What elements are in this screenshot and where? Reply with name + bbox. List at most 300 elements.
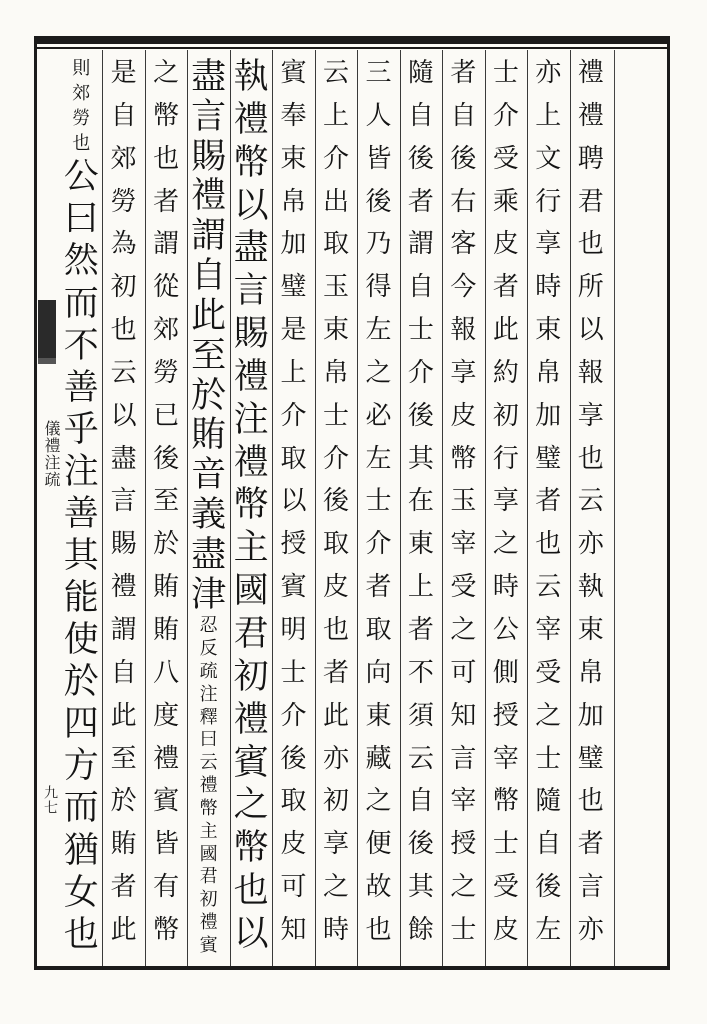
text-column [315, 60, 357, 960]
text-column [145, 60, 187, 960]
character: 也 [577, 786, 604, 817]
character: 者 [577, 829, 604, 860]
character: 勞 [110, 186, 137, 217]
character: 初 [110, 272, 137, 303]
character: 此 [110, 914, 137, 945]
character: 謂 [153, 229, 180, 260]
character: 言 [577, 872, 604, 903]
character: 可 [280, 872, 307, 903]
character: 賓 [280, 572, 307, 603]
character: 也 [365, 914, 392, 945]
character: 初 [492, 400, 519, 431]
character: 者 [153, 186, 180, 217]
character: 左 [535, 914, 562, 945]
character: 亦 [577, 914, 604, 945]
character: 主 [233, 528, 269, 569]
character: 璧 [535, 443, 562, 474]
character: 乃 [365, 229, 392, 260]
character: 津 [191, 574, 227, 615]
character: 享 [322, 829, 349, 860]
page-number: 九七 [42, 785, 58, 815]
character: 賓 [233, 742, 269, 783]
character: 自 [535, 829, 562, 860]
character: 能 [63, 578, 99, 619]
character: 幣 [492, 786, 519, 817]
character: 介 [492, 100, 519, 131]
character: 云 [322, 58, 349, 88]
character: 隨 [535, 786, 562, 817]
character: 後 [407, 143, 434, 174]
character: 皮 [450, 400, 477, 431]
character: 故 [365, 872, 392, 903]
character: 郊 [110, 143, 137, 174]
character: 禮 [199, 911, 218, 933]
character: 必 [365, 400, 392, 431]
character: 執 [233, 57, 269, 97]
character: 帛 [535, 357, 562, 388]
character: 後 [407, 400, 434, 431]
character: 士 [322, 400, 349, 431]
character: 後 [535, 872, 562, 903]
column-rule [230, 50, 231, 966]
character: 以 [280, 486, 307, 517]
character: 禮 [199, 775, 218, 797]
character: 報 [577, 357, 604, 388]
character: 文 [535, 143, 562, 174]
column-rule [527, 50, 528, 966]
character: 便 [365, 829, 392, 860]
character: 此 [322, 700, 349, 731]
character: 者 [322, 657, 349, 688]
character: 士 [535, 743, 562, 774]
character: 是 [110, 58, 137, 88]
character: 賄 [153, 572, 180, 603]
character: 於 [63, 662, 99, 703]
character: 女 [63, 872, 99, 913]
character: 左 [365, 315, 392, 346]
character: 自 [450, 100, 477, 131]
column-rule [570, 50, 571, 966]
text-column [527, 60, 569, 960]
character: 介 [322, 143, 349, 174]
book-title: 儀禮注疏 [42, 420, 61, 488]
character: 以 [233, 913, 269, 954]
character: 度 [153, 700, 180, 731]
character: 報 [450, 315, 477, 346]
character: 者 [535, 486, 562, 517]
character: 乘 [492, 186, 519, 217]
column-rule [187, 50, 188, 966]
character: 璧 [280, 272, 307, 303]
character: 云 [110, 357, 137, 388]
character: 也 [63, 914, 99, 955]
fishtail-mark-base [38, 358, 56, 364]
character: 君 [199, 866, 218, 888]
character: 國 [233, 571, 269, 612]
column-rule [315, 50, 316, 966]
character: 出 [322, 186, 349, 217]
character: 授 [280, 529, 307, 560]
character: 後 [407, 829, 434, 860]
character: 幣 [233, 142, 269, 183]
character: 言 [191, 96, 227, 137]
character: 謂 [407, 229, 434, 260]
character: 皮 [322, 572, 349, 603]
character: 帛 [577, 657, 604, 688]
character: 賄 [110, 829, 137, 860]
character: 勞 [72, 108, 91, 130]
character: 束 [322, 315, 349, 346]
character: 之 [365, 786, 392, 817]
character: 言 [110, 486, 137, 517]
character: 以 [110, 400, 137, 431]
character: 帛 [280, 186, 307, 217]
character: 主 [199, 820, 218, 842]
character: 已 [153, 400, 180, 431]
character: 曰 [199, 729, 218, 751]
character: 乎 [63, 409, 99, 450]
character: 郊 [72, 83, 91, 105]
character: 禮 [577, 58, 604, 88]
character: 賜 [191, 136, 227, 177]
character: 至 [153, 486, 180, 517]
character: 受 [535, 657, 562, 688]
character: 加 [280, 229, 307, 260]
character: 注 [199, 683, 218, 705]
character: 授 [492, 700, 519, 731]
character: 於 [110, 786, 137, 817]
character: 使 [63, 620, 99, 661]
character: 之 [492, 529, 519, 560]
character: 上 [322, 100, 349, 131]
character: 享 [577, 400, 604, 431]
text-column [272, 60, 314, 960]
character: 士 [280, 657, 307, 688]
character: 幣 [153, 100, 180, 131]
character: 所 [577, 272, 604, 303]
character: 奉 [280, 100, 307, 131]
fishtail-mark [38, 300, 56, 358]
text-column [442, 60, 484, 960]
character: 自 [110, 657, 137, 688]
character: 享 [450, 357, 477, 388]
character: 自 [407, 100, 434, 131]
text-column [485, 60, 527, 960]
character: 皮 [492, 914, 519, 945]
character: 賓 [153, 786, 180, 817]
character: 士 [492, 58, 519, 88]
character: 言 [450, 743, 477, 774]
character: 賄 [153, 614, 180, 645]
character: 自 [407, 786, 434, 817]
character: 介 [280, 700, 307, 731]
character: 明 [280, 614, 307, 645]
character: 之 [153, 58, 180, 88]
character: 盡 [233, 228, 269, 269]
character: 知 [280, 914, 307, 945]
text-column [102, 60, 144, 960]
character: 禮 [233, 699, 269, 740]
character: 猶 [63, 830, 99, 871]
character: 今 [450, 272, 477, 303]
character: 受 [450, 572, 477, 603]
character: 至 [110, 743, 137, 774]
character: 右 [450, 186, 477, 217]
page-border-right [667, 36, 670, 970]
character: 上 [407, 572, 434, 603]
character: 於 [153, 529, 180, 560]
character: 此 [110, 700, 137, 731]
text-column [357, 60, 399, 960]
character: 君 [233, 613, 269, 654]
character: 約 [492, 357, 519, 388]
character: 注 [63, 451, 99, 492]
character: 初 [199, 889, 218, 911]
character: 須 [407, 700, 434, 731]
character: 注 [233, 399, 269, 440]
character: 賄 [191, 415, 227, 456]
character: 初 [233, 656, 269, 697]
character: 云 [407, 743, 434, 774]
character: 介 [280, 400, 307, 431]
character: 之 [535, 700, 562, 731]
character: 後 [280, 743, 307, 774]
character: 也 [577, 229, 604, 260]
character: 之 [233, 785, 269, 826]
character: 以 [577, 315, 604, 346]
character: 也 [233, 871, 269, 912]
character: 取 [280, 443, 307, 474]
character: 公 [63, 157, 99, 198]
character: 行 [535, 186, 562, 217]
character: 八 [153, 657, 180, 688]
character: 之 [450, 872, 477, 903]
character: 於 [191, 375, 227, 416]
character: 授 [450, 829, 477, 860]
character: 後 [450, 143, 477, 174]
character: 客 [450, 229, 477, 260]
character: 也 [322, 614, 349, 645]
character: 左 [365, 443, 392, 474]
text-column [187, 57, 229, 960]
character: 亦 [577, 529, 604, 560]
character: 為 [110, 229, 137, 260]
character: 之 [365, 357, 392, 388]
character: 行 [492, 443, 519, 474]
character: 國 [199, 843, 218, 865]
character: 然 [63, 241, 99, 282]
character: 玉 [450, 486, 477, 517]
character: 執 [577, 572, 604, 603]
column-rule [485, 50, 486, 966]
character: 云 [535, 572, 562, 603]
character: 其 [63, 536, 99, 577]
character: 云 [199, 752, 218, 774]
character: 取 [280, 786, 307, 817]
character: 禮 [110, 572, 137, 603]
character: 時 [492, 572, 519, 603]
character: 士 [492, 829, 519, 860]
inner-border-right [614, 50, 615, 966]
character: 盡 [110, 443, 137, 474]
text-column [60, 60, 102, 960]
character: 而 [63, 788, 99, 829]
character: 而 [63, 283, 99, 324]
character: 知 [450, 700, 477, 731]
character: 自 [191, 256, 227, 297]
character: 束 [280, 143, 307, 174]
character: 享 [492, 486, 519, 517]
character: 在 [407, 486, 434, 517]
character: 上 [535, 100, 562, 131]
character: 受 [492, 143, 519, 174]
character: 者 [407, 186, 434, 217]
character: 自 [407, 272, 434, 303]
character: 皆 [153, 829, 180, 860]
character: 善 [63, 493, 99, 534]
text-column [570, 60, 612, 960]
character: 餘 [407, 914, 434, 945]
character: 者 [407, 614, 434, 645]
character: 幣 [153, 914, 180, 945]
character: 之 [322, 872, 349, 903]
character: 宰 [535, 614, 562, 645]
character: 則 [72, 58, 91, 79]
character: 帛 [322, 357, 349, 388]
character: 東 [407, 529, 434, 560]
character: 時 [322, 914, 349, 945]
character: 以 [233, 185, 269, 226]
character: 享 [535, 229, 562, 260]
character: 宰 [450, 786, 477, 817]
character: 皮 [280, 829, 307, 860]
character: 勞 [153, 357, 180, 388]
character: 璧 [577, 743, 604, 774]
character: 東 [365, 700, 392, 731]
column-rule [400, 50, 401, 966]
character: 此 [191, 295, 227, 336]
character: 士 [365, 486, 392, 517]
column-rule [272, 50, 273, 966]
character: 之 [450, 614, 477, 645]
character: 三 [365, 58, 392, 88]
character: 禮 [233, 356, 269, 397]
character: 者 [450, 58, 477, 88]
character: 士 [450, 914, 477, 945]
column-rule [442, 50, 443, 966]
character: 受 [492, 872, 519, 903]
character: 釋 [199, 706, 218, 728]
character: 至 [191, 335, 227, 376]
character: 者 [492, 272, 519, 303]
character: 人 [365, 100, 392, 131]
page-border-top-inner [34, 47, 670, 49]
character: 郊 [153, 315, 180, 346]
character: 從 [153, 272, 180, 303]
character: 得 [365, 272, 392, 303]
character: 束 [535, 315, 562, 346]
character: 不 [63, 325, 99, 366]
character: 賜 [110, 529, 137, 560]
page-border-bottom [34, 966, 670, 970]
character: 取 [322, 229, 349, 260]
character: 此 [492, 315, 519, 346]
character: 君 [577, 186, 604, 217]
character: 介 [407, 357, 434, 388]
character: 玉 [322, 272, 349, 303]
character: 義 [191, 494, 227, 535]
character: 音 [191, 455, 227, 496]
page-border-left [34, 36, 37, 970]
character: 皆 [365, 143, 392, 174]
character: 束 [577, 614, 604, 645]
character: 不 [407, 657, 434, 688]
character: 藏 [365, 743, 392, 774]
character: 自 [110, 100, 137, 131]
character: 向 [365, 657, 392, 688]
character: 賓 [199, 934, 218, 956]
character: 禮 [153, 743, 180, 774]
character: 賜 [233, 314, 269, 355]
character: 也 [535, 529, 562, 560]
character: 言 [233, 271, 269, 312]
character: 皮 [492, 229, 519, 260]
character: 後 [365, 186, 392, 217]
column-rule [102, 50, 103, 966]
character: 善 [63, 367, 99, 408]
character: 幣 [450, 443, 477, 474]
character: 疏 [199, 661, 218, 682]
character: 者 [110, 872, 137, 903]
character: 反 [199, 638, 218, 660]
character: 禮 [233, 442, 269, 483]
character: 宰 [450, 529, 477, 560]
character: 禮 [191, 176, 227, 217]
character: 也 [110, 315, 137, 346]
character: 亦 [322, 743, 349, 774]
character: 亦 [535, 58, 562, 88]
character: 隨 [407, 58, 434, 88]
column-rule [145, 50, 146, 966]
character: 者 [365, 572, 392, 603]
character: 賓 [280, 58, 307, 88]
character: 士 [407, 315, 434, 346]
character: 幣 [233, 485, 269, 526]
character: 也 [577, 443, 604, 474]
character: 盡 [191, 57, 227, 97]
character: 取 [322, 529, 349, 560]
character: 云 [577, 486, 604, 517]
character: 後 [322, 486, 349, 517]
character: 幣 [199, 797, 218, 819]
character: 謂 [191, 216, 227, 257]
character: 是 [280, 315, 307, 346]
character: 其 [407, 443, 434, 474]
character: 可 [450, 657, 477, 688]
character: 曰 [63, 199, 99, 240]
text-column [230, 57, 272, 960]
character: 加 [577, 700, 604, 731]
character: 公 [492, 614, 519, 645]
character: 聘 [577, 143, 604, 174]
character: 也 [153, 143, 180, 174]
character: 介 [365, 529, 392, 560]
character: 側 [492, 657, 519, 688]
character: 盡 [191, 534, 227, 575]
character: 其 [407, 872, 434, 903]
character: 也 [72, 133, 91, 155]
text-column [400, 60, 442, 960]
